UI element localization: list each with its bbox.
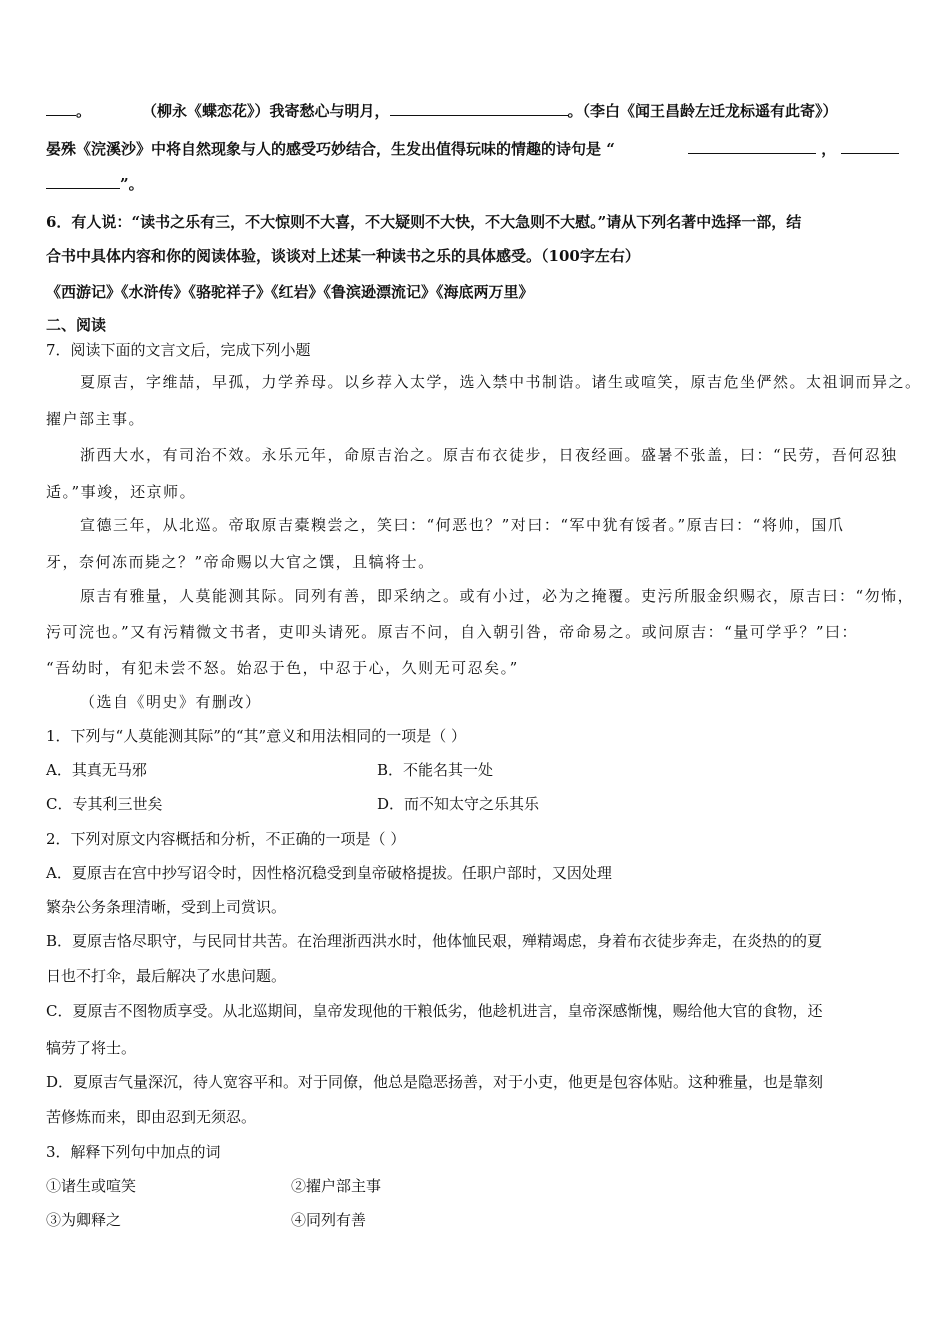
sub2-option-a-2: 繁杂公务条理清晰，受到上司赏识。 <box>46 898 287 916</box>
q7-intro: 7．阅读下面的文言文后，完成下列小题 <box>46 341 311 359</box>
sub1-question: 1．下列与“人莫能测其际”的“其”意义和用法相同的一项是（ ） <box>46 727 466 745</box>
sub2-option-d-2: 苦修炼而来，即由忍到无须忍。 <box>46 1108 257 1126</box>
sub1-option-a: A．其真无马邪 <box>46 761 147 779</box>
sub3-item-1: ①诸生或喧笑 <box>46 1177 137 1195</box>
sub2-option-b-1: B．夏原吉恪尽职守，与民同甘共苦。在治理浙西洪水时，他体恤民艰，殚精竭虑，身着布衣徒步奔走，在炎热的的夏 <box>46 932 823 950</box>
sub3-item-2: ②擢户部主事 <box>291 1177 382 1195</box>
passage-p4a: 原吉有雅量，人莫能测其际。同列有善，即采纳之。或有小过，必为之掩覆。吏污所服金织赐衣，原吉曰：“勿怖， <box>80 587 915 605</box>
answer-blank <box>390 101 568 116</box>
passage-p3a: 宣德三年，从北巡。帝取原吉橐糗尝之，笑曰：“何恶也？”对曰：“军中犹有馁者。”原吉曰：“将帅，国爪 <box>80 516 845 534</box>
sub3-item-3: ③为卿释之 <box>46 1211 122 1229</box>
sub1-option-d: D．而不知太守之乐其乐 <box>377 795 540 813</box>
sub2-option-a-1: A．夏原吉在宫中抄写诏令时，因性格沉稳受到皇帝破格提拔。任职户部时，又因处理 <box>46 864 612 882</box>
passage-p1a: 夏原吉，字维喆，早孤，力学养母。以乡荐入太学，选入禁中书制诰。诸生或喧笑，原吉危坐俨然。太祖诇而异之。 <box>80 373 922 391</box>
sub3-question: 3．解释下列句中加点的词 <box>46 1143 221 1161</box>
answer-blank <box>46 174 120 189</box>
passage-source: （选自《明史》有删改） <box>80 693 262 711</box>
section-heading: 二、阅读 <box>46 316 107 334</box>
q6-line2: 合书中具体内容和你的阅读体验，谈谈对上述某一种读书之乐的具体感受。（100字左右） <box>46 247 640 265</box>
answer-blank <box>841 139 899 154</box>
answer-blank <box>46 101 76 116</box>
q6-books: 《西游记》《水浒传》《骆驼祥子》《红岩》《鲁滨逊漂流记》《海底两万里》 <box>46 283 534 301</box>
passage-p4b: 污可浣也。”又有污精微文书者，吏叩头请死。原吉不问，自入朝引咎，帝命易之。或问原吉：“量可学乎？”曰： <box>46 623 859 641</box>
q5-line1-source: （柳永《蝶恋花》）我寄愁心与明月， 。（李白《闻王昌龄左迁龙标遥有此寄》） <box>142 102 838 120</box>
sub2-option-d-1: D．夏原吉气量深沉，待人宽容平和。对于同僚，他总是隐恶扬善，对于小吏，他更是包容体贴。这种雅量，也是靠刻 <box>46 1073 824 1091</box>
sub2-option-c-2: 犒劳了将士。 <box>46 1039 137 1057</box>
q5-line1: 。 <box>46 101 91 121</box>
sub2-option-c-1: C．夏原吉不图物质享受。从北巡期间，皇帝发现他的干粮低劣，他趁机进言，皇帝深感惭愧，赐给他大官的食物，还 <box>46 1002 823 1020</box>
passage-p3b: 牙，奈何冻而毙之？”帝命赐以大官之馔，且犒将士。 <box>46 553 435 571</box>
answer-blank <box>688 139 816 154</box>
sub1-option-c: C．专其利三世矣 <box>46 795 163 813</box>
sub2-option-b-2: 日也不打伞，最后解决了水患问题。 <box>46 967 287 985</box>
sub3-item-4: ④同列有善 <box>291 1211 367 1229</box>
q5-line3: ”。 <box>46 174 144 194</box>
q5-line2: 晏殊《浣溪沙》中将自然现象与人的感受巧妙结合，生发出值得玩味的情趣的诗句是 “ <box>46 140 615 158</box>
sub1-option-b: B．不能名其一处 <box>377 761 494 779</box>
passage-p4c: “吾幼时，有犯未尝不怒。始忍于色，中忍于心，久则无可忍矣。” <box>46 659 519 677</box>
q6-line1: 6．有人说：“读书之乐有三，不大惊则不大喜，不大疑则不大快，不大急则不大慰。”请从下列名著中选择一部，结 <box>46 213 802 231</box>
passage-p1b: 擢户部主事。 <box>46 410 146 428</box>
q5-line2-blanks: ， <box>688 139 899 159</box>
passage-p2a: 浙西大水，有司治不效。永乐元年，命原吉治之。原吉布衣徒步，日夜经画。盛暑不张盖，曰：“民劳，吾何忍独 <box>80 446 898 464</box>
sub2-question: 2．下列对原文内容概括和分析，不正确的一项是（ ） <box>46 830 406 848</box>
passage-p2b: 适。”事竣，还京师。 <box>46 483 197 501</box>
